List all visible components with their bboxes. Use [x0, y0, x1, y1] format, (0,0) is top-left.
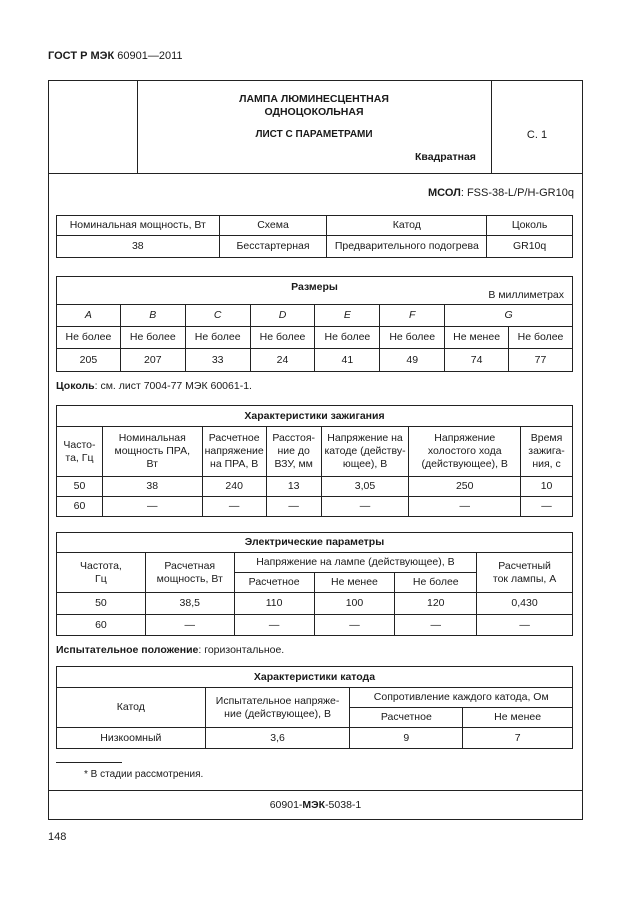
ign-cell: —: [266, 497, 321, 517]
dim-value: 77: [509, 349, 573, 372]
ign-header-ignition-time: [521, 427, 573, 477]
cap-note-label: Цоколь: [56, 380, 95, 392]
ignition-title: Характеристики зажигания: [57, 406, 573, 427]
ign-cell: 240: [202, 477, 266, 497]
sheet-page-number: С. 1: [526, 129, 548, 141]
cat-header-cathode: Катод: [57, 688, 206, 728]
dim-limit: Не более: [185, 327, 250, 349]
sheet-title: [137, 93, 491, 119]
sheet-code-suffix: -5038-1: [325, 799, 362, 811]
header-line: Номинальная: [118, 432, 186, 444]
header-line: зажига-: [528, 445, 565, 457]
header-line: Расчетный: [498, 559, 551, 572]
dimensions-title-cell: [57, 277, 573, 305]
dim-value: 41: [315, 349, 380, 372]
el-cell: 110: [234, 593, 314, 615]
dimensions-table: [56, 276, 573, 372]
cat-subheader-rated: Расчетное: [350, 708, 463, 728]
sheet-code-prefix: 60901-: [269, 799, 303, 811]
dim-value: 74: [445, 349, 509, 372]
standard-code-bold: ГОСТ Р МЭК: [48, 50, 115, 62]
ign-header-open-circuit-voltage: [409, 427, 521, 477]
footnote-rule: [56, 762, 122, 763]
header-line: Испытательное напряже-: [215, 694, 340, 707]
header-line: ток лампы, А: [492, 572, 557, 585]
ign-cell: 50: [57, 477, 103, 497]
dimensions-limit-row: [57, 327, 573, 349]
dimensions-unit: В миллиметрах: [488, 289, 564, 301]
dimensions-title: Размеры: [291, 281, 338, 293]
ign-header-frequency: [57, 427, 103, 477]
electrical-table: [56, 532, 573, 636]
dim-limit: Не более: [509, 327, 573, 349]
dim-letter-d: D: [250, 305, 315, 327]
test-position-text: : горизонтальное.: [198, 644, 285, 656]
header-line: Часто-: [63, 438, 96, 451]
table-row: [57, 497, 573, 517]
header-line: напряжение: [204, 445, 264, 457]
header-line: Расстоя-: [272, 432, 316, 444]
sheet-label: ЛИСТ С ПАРАМЕТРАМИ: [255, 129, 373, 140]
dim-letter-g: G: [445, 305, 573, 327]
table-row: [57, 236, 573, 258]
title-block-bottom: [48, 173, 583, 174]
dim-letter-b: B: [120, 305, 185, 327]
table-header-row: [57, 216, 573, 236]
sheet-title-line2: ОДНОЦОКОЛЬНАЯ: [264, 106, 364, 118]
cat-cell: 3,6: [205, 728, 350, 749]
document-header: [48, 50, 183, 62]
dim-letter-a: A: [57, 305, 121, 327]
header-line: катоде (действу-: [324, 445, 406, 457]
header-line: Напряжение на: [327, 432, 403, 444]
footnote: * В стадии рассмотрения.: [84, 769, 204, 780]
el-cell: 120: [395, 593, 477, 615]
ign-cell: —: [321, 497, 409, 517]
ign-cell: 38: [102, 477, 202, 497]
el-cell: —: [314, 615, 395, 636]
table-row: [57, 477, 573, 497]
standard-code-number: 60901—2011: [117, 50, 183, 62]
header-line: Напряжение: [434, 432, 496, 444]
dim-limit: Не более: [380, 327, 445, 349]
ign-cell: —: [202, 497, 266, 517]
ign-cell: —: [102, 497, 202, 517]
dimensions-letter-row: [57, 305, 573, 327]
dim-letter-c: C: [185, 305, 250, 327]
el-header-power: [145, 553, 234, 593]
ign-header-cathode-voltage: [321, 427, 409, 477]
ign-cell: 60: [57, 497, 103, 517]
sheet-code-bold: МЭК: [302, 799, 326, 811]
header-line: Расчетное: [208, 432, 260, 444]
ign-cell: —: [521, 497, 573, 517]
value-cathode: Предварительного подогрева: [327, 236, 487, 258]
el-cell: 60: [57, 615, 146, 636]
header-line: ние (действующее), В: [224, 707, 331, 720]
cathode-table: [56, 666, 573, 749]
ignition-table: [56, 405, 573, 517]
cathode-header-row: [57, 688, 573, 708]
ign-cell: 250: [409, 477, 521, 497]
page-number: 148: [48, 831, 67, 843]
header-line: Время: [530, 432, 563, 444]
header-line: (действующее), В: [421, 458, 508, 470]
dim-value: 24: [250, 349, 315, 372]
header-line: та, Гц: [65, 451, 94, 464]
cat-header-test-voltage: [205, 688, 350, 728]
cat-subheader-min: Не менее: [463, 708, 573, 728]
header-line: ВЗУ, мм: [274, 458, 313, 470]
cap-note-text: : см. лист 7004-77 МЭК 60061-1.: [94, 380, 252, 392]
ign-header-distance: [266, 427, 321, 477]
electrical-header-row: [57, 553, 573, 573]
main-parameters-table: [56, 215, 573, 258]
sheet-title-line1: ЛАМПА ЛЮМИНЕСЦЕНТНАЯ: [239, 93, 389, 105]
cathode-title-row: [57, 667, 573, 688]
cat-cell: Низкоомный: [57, 728, 206, 749]
ign-cell: —: [409, 497, 521, 517]
lamp-shape: Квадратная: [415, 151, 476, 163]
el-subheader-max: Не более: [395, 573, 477, 593]
electrical-title-row: [57, 533, 573, 553]
header-line: Вт: [146, 458, 158, 470]
header-cap: Цоколь: [487, 216, 573, 236]
table-row: [57, 593, 573, 615]
el-cell: 38,5: [145, 593, 234, 615]
header-line: мощность ПРА,: [114, 445, 191, 457]
el-cell: —: [477, 615, 573, 636]
el-header-voltage: Напряжение на лампе (действующее), В: [234, 553, 476, 573]
header-line: мощность, Вт: [156, 572, 223, 585]
header-line: Гц: [95, 572, 107, 585]
cat-header-resistance: Сопротивление каждого катода, Ом: [350, 688, 573, 708]
ign-cell: 10: [521, 477, 573, 497]
cat-cell: 7: [463, 728, 573, 749]
value-cap: GR10q: [487, 236, 573, 258]
title-divider-right: [491, 80, 492, 173]
header-line: холостого хода: [427, 445, 502, 457]
cat-cell: 9: [350, 728, 463, 749]
dim-limit: Не более: [250, 327, 315, 349]
cathode-title: Характеристики катода: [57, 667, 573, 688]
cap-note: [56, 380, 252, 392]
ign-header-ballast-voltage: [202, 427, 266, 477]
value-power: 38: [57, 236, 220, 258]
sheet-code-divider: [48, 790, 583, 791]
header-line: ния, с: [532, 458, 561, 470]
table-row: [57, 728, 573, 749]
dim-letter-f: F: [380, 305, 445, 327]
mcol-value: : FSS-38-L/P/H-GR10q: [460, 187, 574, 199]
ign-cell: 13: [266, 477, 321, 497]
header-line: ющее), В: [342, 458, 388, 470]
ign-header-ballast-power: [102, 427, 202, 477]
dim-value: 49: [380, 349, 445, 372]
el-subheader-rated: Расчетное: [234, 573, 314, 593]
dim-limit: Не более: [315, 327, 380, 349]
el-header-current: [477, 553, 573, 593]
value-circuit: Бесстартерная: [219, 236, 327, 258]
dim-limit: Не более: [120, 327, 185, 349]
electrical-title: Электрические параметры: [57, 533, 573, 553]
mcol-designation: [428, 187, 574, 199]
dimensions-value-row: [57, 349, 573, 372]
mcol-label: МСОЛ: [428, 187, 461, 199]
ignition-header-row: [57, 427, 573, 477]
dimensions-title-row: [57, 277, 573, 305]
header-cathode: Катод: [327, 216, 487, 236]
el-cell: 50: [57, 593, 146, 615]
dim-limit: Не более: [57, 327, 121, 349]
header-line: на ПРА, В: [210, 458, 259, 470]
el-header-frequency: [57, 553, 146, 593]
header-line: ние до: [277, 445, 310, 457]
dim-limit: Не менее: [445, 327, 509, 349]
dim-value: 33: [185, 349, 250, 372]
test-position-note: [56, 644, 284, 656]
dim-value: 205: [57, 349, 121, 372]
el-cell: —: [145, 615, 234, 636]
dim-letter-e: E: [315, 305, 380, 327]
test-position-label: Испытательное положение: [56, 644, 199, 656]
el-subheader-min: Не менее: [314, 573, 395, 593]
header-power: Номинальная мощность, Вт: [57, 216, 220, 236]
el-cell: 100: [314, 593, 395, 615]
header-circuit: Схема: [219, 216, 327, 236]
table-row: [57, 615, 573, 636]
el-cell: —: [234, 615, 314, 636]
el-cell: —: [395, 615, 477, 636]
header-line: Расчетная: [164, 559, 216, 572]
header-line: Частота,: [79, 559, 122, 572]
sheet-code: [48, 799, 583, 811]
dim-value: 207: [120, 349, 185, 372]
ign-cell: 3,05: [321, 477, 409, 497]
ignition-title-row: [57, 406, 573, 427]
el-cell: 0,430: [477, 593, 573, 615]
